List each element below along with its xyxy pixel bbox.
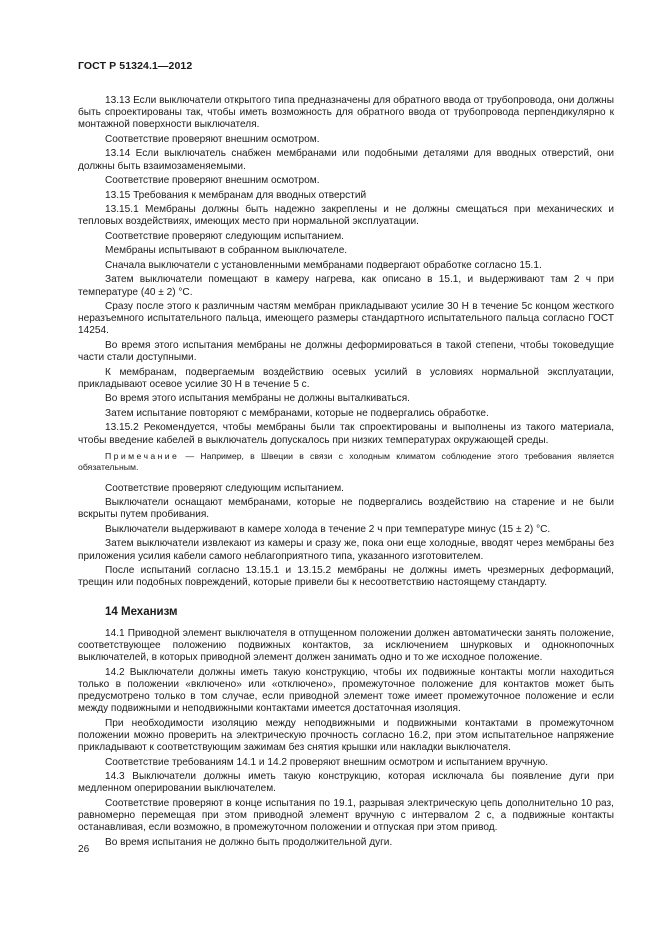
paragraph: Соответствие проверяют внешним осмотром.	[105, 175, 320, 187]
paragraph: 13.15 Требования к мембранам для вводных отверстий	[105, 189, 367, 201]
paragraph: Соответствие проверяют следующим испытанием.	[105, 230, 344, 242]
paragraph: Соответствие проверяют внешним осмотром.	[105, 133, 320, 145]
paragraph: 13.13 Если выключатели открытого типа предназначены для обратного ввода от трубопровода, они должны быть спроектированы так, чтобы иметь возможность для обратного ввода от трубопровода перпендикулярно к монтажной поверхности выключателя.	[78, 95, 614, 131]
paragraph: Соответствие проверяют в конце испытания по 19.1, разрывая электрическую цепь дополнительно 10 раз, равномерно перемещая при этом приводной элемент вручную с интервалом 2 с, а подвижные контакты останавливая, если возможно, в промежуточном положении и отпуская при этом привод.	[78, 797, 614, 834]
paragraph: 14.3 Выключатели должны иметь такую конструкцию, которая исключала бы появление дуги при медленном оперировании выключателем.	[78, 771, 614, 795]
paragraphs-after-note	[78, 483, 614, 590]
note	[78, 451, 614, 473]
paragraph: Сначала выключатели с установленными мембранами подвергают обработке согласно 15.1.	[105, 259, 542, 271]
paragraph: Мембраны испытывают в собранном выключателе.	[105, 245, 348, 257]
section-title: 14 Механизм	[105, 605, 178, 618]
paragraph: 13.15.1 Мембраны должны быть надежно закреплены и не должны смещаться при механических и тепловых воздействиях, имеющих место при нормальной эксплуатации.	[78, 204, 614, 228]
paragraph: Выключатели выдерживают в камере холода в течение 2 ч при температуре минус (15 ± 2) °С.	[105, 523, 551, 535]
paragraph: Затем испытание повторяют с мембранами, которые не подвергались обработке.	[105, 407, 489, 419]
document-header: ГОСТ Р 51324.1—2012	[78, 60, 193, 72]
section-paragraphs	[78, 628, 614, 849]
paragraph: Сразу после этого к различным частям мембран прикладывают усилие 30 Н в течение 5с концом жесткого неразъемного испытательного пальца, имеющего размеры стандартного испытательного пальца согласно ГОСТ 14254.	[78, 301, 614, 337]
paragraph: При необходимости изоляцию между неподвижными и подвижными контактами в промежуточном положении можно проверить на электрическую прочность согласно 16.2, при этом испытательное напряжение прикладывают к соответствующим зажимам без снятия крышки или накладки выключателя.	[78, 717, 614, 754]
paragraph: Во время этого испытания мембраны не должны выталкиваться.	[105, 393, 410, 405]
paragraph: Соответствие проверяют следующим испытанием.	[105, 482, 344, 494]
paragraph: Затем выключатели помещают в камеру нагрева, как описано в 15.1, и выдерживают там 2 ч при температуре (40 ± 2) °С.	[78, 274, 614, 298]
paragraph: Во время испытания не должно быть продолжительной дуги.	[105, 836, 393, 848]
paragraph: Соответствие требованиям 14.1 и 14.2 проверяют внешним осмотром и испытанием вручную.	[105, 756, 548, 768]
paragraph: 14.1 Приводной элемент выключателя в отпущенном положении должен автоматически занять положение, соответствующее положению подвижных контактов, за исключением шнурковых и однокнопочных выключателей, в которых приводной элемент должен занимать одно и то же исходное положение.	[78, 627, 614, 664]
page-number: 26	[78, 844, 90, 855]
document-body	[78, 95, 614, 849]
note-text: — Например, в Швеции в связи с холодным климатом соблюдение этого требования является обязательным.	[78, 450, 614, 472]
note-label: Примечание	[105, 450, 180, 461]
paragraph: 14.2 Выключатели должны иметь такую конструкцию, чтобы их подвижные контакты могли находиться только в положении «включено» или «отключено», промежуточное положение для контактов может быть предусмотрено только в том случае, если приводной элемент тоже имеет промежуточное положение и если между подвижными и неподвижными контактами имеется достаточная изоляция.	[78, 666, 614, 715]
paragraph: Выключатели оснащают мембранами, которые не подвергались воздействию на старение и не были вскрыты путем пробивания.	[78, 497, 614, 521]
paragraph: Во время этого испытания мембраны не должны деформироваться в такой степени, чтобы токоведущие части стали доступными.	[78, 339, 614, 364]
paragraph: К мембранам, подвергаемым воздействию осевых усилий в условиях нормальной эксплуатации, прикладывают осевое усилие 30 Н в течение 5 с.	[78, 366, 614, 390]
paragraph: Затем выключатели извлекают из камеры и сразу же, пока они еще холодные, вводят через мембраны без приложения усилия кабели самого неблагоприятного типа, указанного изготовителем.	[78, 538, 614, 562]
paragraph: 13.15.2 Рекомендуется, чтобы мембраны были так спроектированы и выполнены из такого материала, чтобы введение кабелей в выключатель допускалось при низких температурах окружающей среды.	[78, 422, 614, 446]
paragraph: После испытаний согласно 13.15.1 и 13.15.2 мембраны не должны иметь чрезмерных деформаций, трещин или подобных повреждений, которые привели бы к несоответствию настоящему стандарту.	[78, 565, 614, 589]
paragraphs-before-note	[78, 95, 614, 447]
paragraph: 13.14 Если выключатель снабжен мембранами или подобными деталями для вводных отверстий, они должны быть взаимозаменяемыми.	[78, 148, 614, 172]
